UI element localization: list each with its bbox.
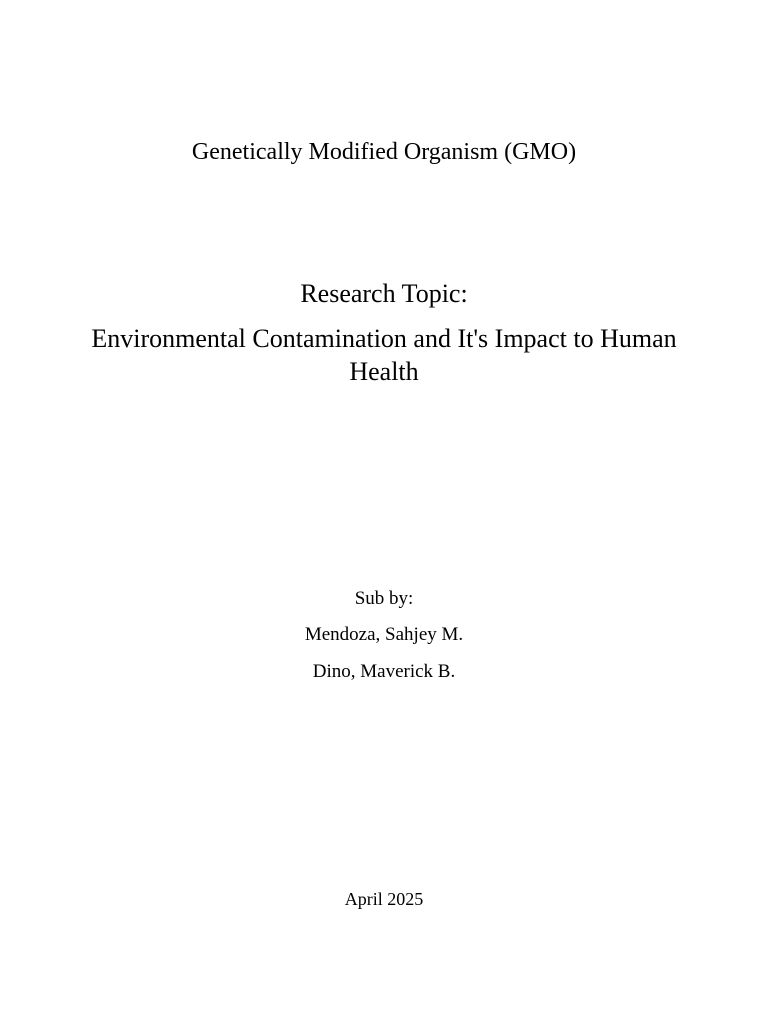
research-topic-title: Environmental Contamination and It's Impact to Human Health bbox=[91, 324, 677, 386]
author-name: Mendoza, Sahjey M. bbox=[304, 624, 464, 645]
subject-heading: Genetically Modified Organism (GMO) bbox=[191, 139, 577, 165]
submission-date: April 2025 bbox=[344, 889, 424, 909]
research-topic-label: Research Topic: bbox=[300, 279, 468, 308]
author-name: Dino, Maverick B. bbox=[312, 661, 456, 682]
submitted-by-label: Sub by: bbox=[354, 588, 414, 609]
